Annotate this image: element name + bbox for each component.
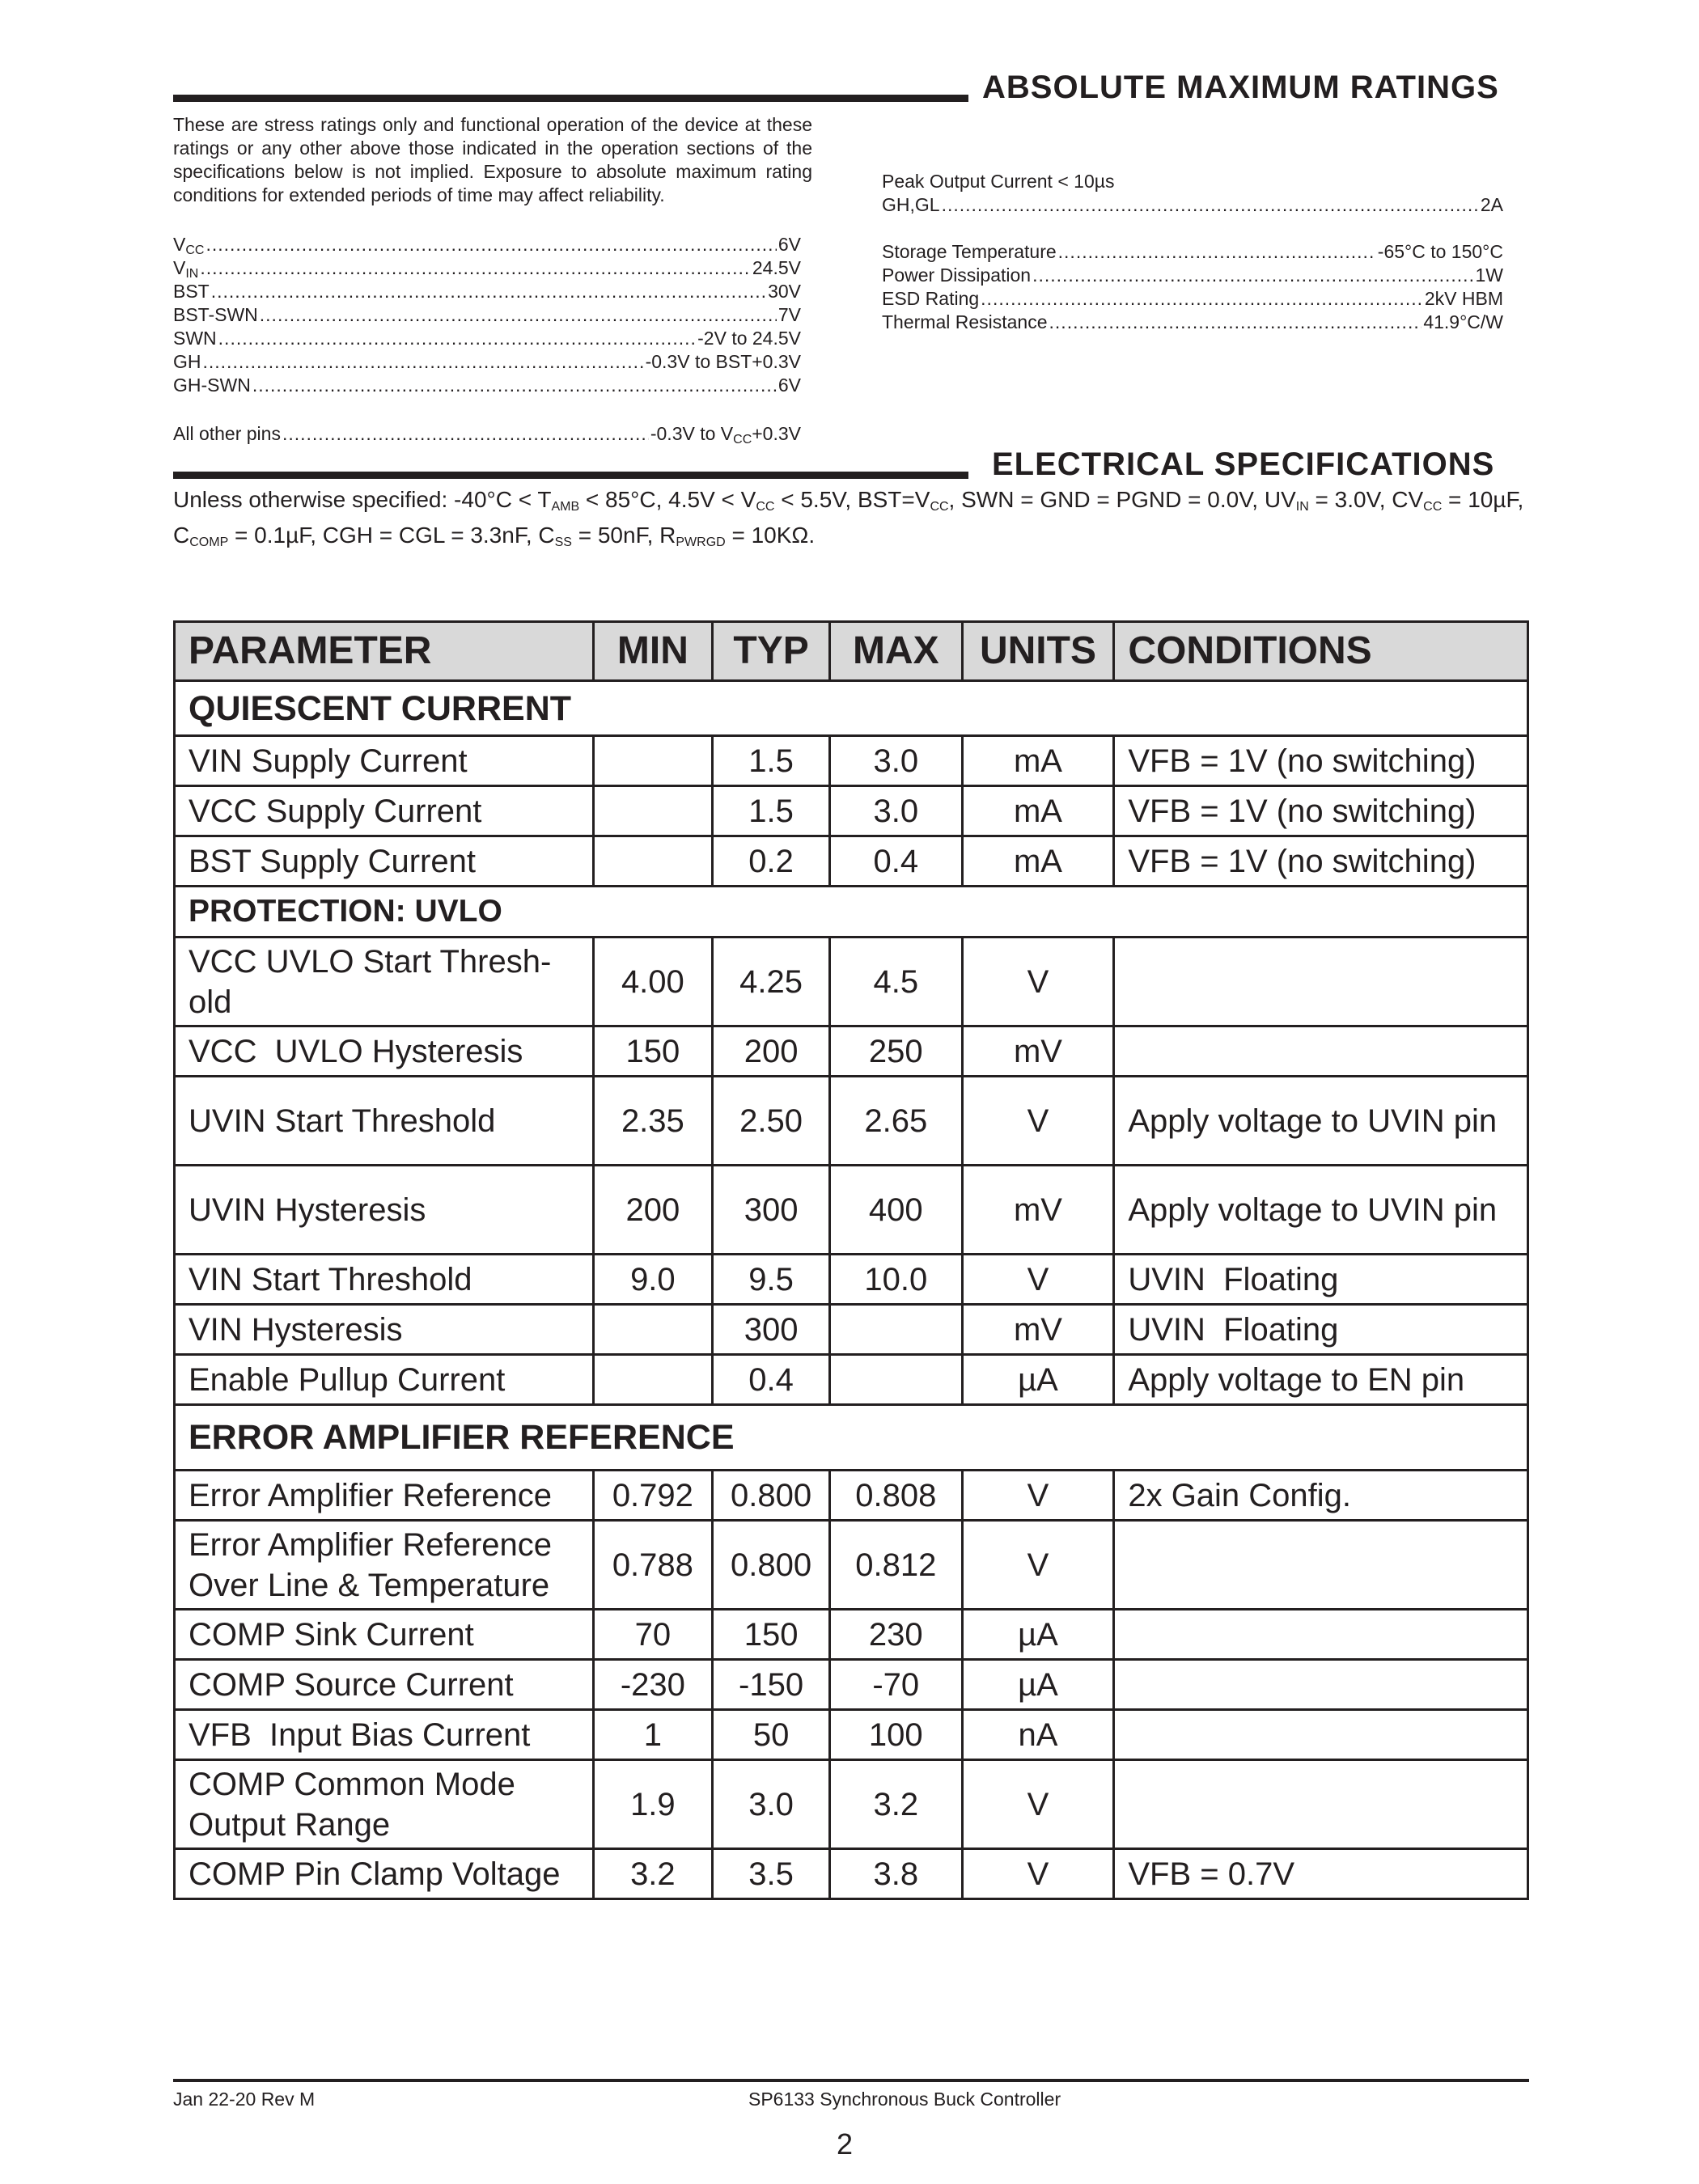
left-ratings — [173, 233, 801, 397]
cell-min: 0.792 — [593, 1471, 713, 1521]
cell-parameter: VIN Start Threshold — [175, 1255, 594, 1305]
cell-max: 250 — [829, 1026, 962, 1077]
table-row — [175, 1355, 1528, 1405]
cell-typ: 200 — [713, 1026, 830, 1077]
cell-parameter: Error Amplifier Reference Over Line & Temperature — [175, 1521, 594, 1610]
cell-typ: 4.25 — [713, 938, 830, 1026]
cell-typ: 2.50 — [713, 1077, 830, 1166]
cell-typ: 0.2 — [713, 836, 830, 887]
rating-row: GH ..... -0.3V to BST+0.3V — [173, 350, 801, 374]
abs-max-intro: These are stress ratings only and functional operation of the device at these ratings or any other above those indicated in the operation sections of the specifications below is not implied. Exposure to absolute maximum rating conditions for extended periods of time may affect reliability. — [173, 114, 812, 205]
cell-max: 3.0 — [829, 736, 962, 786]
rating-row: All other pins ..... -0.3V to $V_{CC}+0.3V$ — [173, 422, 801, 446]
table-header-row — [175, 622, 1528, 681]
cell-parameter: VFB Input Bias Current — [175, 1710, 594, 1760]
cell-conditions: UVIN Floating — [1114, 1255, 1528, 1305]
spec-table — [173, 620, 1529, 1900]
table-row — [175, 1660, 1528, 1710]
cell-max: 10.0 — [829, 1255, 962, 1305]
cell-min: 1.9 — [593, 1760, 713, 1849]
section-title: ERROR AMPLIFIER REFERENCE — [175, 1405, 1528, 1471]
right-ratings — [882, 240, 1503, 334]
rating-row: GH-SWN ..... 6V — [173, 374, 801, 397]
footer-date-rev: Jan 22-20 Rev M — [173, 2089, 316, 2110]
cell-conditions — [1114, 938, 1528, 1026]
header-max: MAX — [829, 622, 962, 681]
table-row — [175, 1610, 1528, 1660]
peak-output-rating — [882, 170, 1503, 217]
cell-max: 3.2 — [829, 1760, 962, 1849]
cell-units: V — [962, 938, 1114, 1026]
cell-min: 1 — [593, 1710, 713, 1760]
section-title: PROTECTION: UVLO — [175, 887, 1528, 938]
cell-parameter: VIN Hysteresis — [175, 1305, 594, 1355]
table-row — [175, 1077, 1528, 1166]
cell-units: mV — [962, 1026, 1114, 1077]
cell-typ: 300 — [713, 1305, 830, 1355]
header-conditions: CONDITIONS — [1114, 622, 1528, 681]
table-row — [175, 1166, 1528, 1255]
cell-units: V — [962, 1077, 1114, 1166]
elec-title: ELECTRICAL SPECIFICATIONS — [992, 447, 1495, 482]
table-row — [175, 1026, 1528, 1077]
cell-max: -70 — [829, 1660, 962, 1710]
section-row — [175, 1405, 1528, 1471]
section-title: QUIESCENT CURRENT — [175, 681, 1528, 736]
footer-rule — [173, 2079, 1529, 2082]
header-units: UNITS — [962, 622, 1114, 681]
other-pins-rating — [173, 422, 801, 446]
cell-typ: 3.0 — [713, 1760, 830, 1849]
header-min: MIN — [593, 622, 713, 681]
cell-units: mA — [962, 786, 1114, 836]
cell-typ: 0.4 — [713, 1355, 830, 1405]
table-row — [175, 836, 1528, 887]
cell-typ: 50 — [713, 1710, 830, 1760]
cell-conditions: VFB = 1V (no switching) — [1114, 836, 1528, 887]
cell-max: 3.8 — [829, 1849, 962, 1899]
cell-conditions — [1114, 1026, 1528, 1077]
elec-rule — [173, 472, 968, 479]
cell-max: 4.5 — [829, 938, 962, 1026]
table-row — [175, 1760, 1528, 1849]
cell-typ: 9.5 — [713, 1255, 830, 1305]
cell-units: V — [962, 1760, 1114, 1849]
cell-units: µA — [962, 1660, 1114, 1710]
cell-parameter: Enable Pullup Current — [175, 1355, 594, 1405]
cell-max: 100 — [829, 1710, 962, 1760]
cell-parameter: VCC UVLO Start Thresh-old — [175, 938, 594, 1026]
table-row — [175, 1305, 1528, 1355]
table-row — [175, 1849, 1528, 1899]
cell-parameter: Error Amplifier Reference — [175, 1471, 594, 1521]
cell-units: V — [962, 1849, 1114, 1899]
cell-units: V — [962, 1471, 1114, 1521]
cell-typ: 3.5 — [713, 1849, 830, 1899]
table-row — [175, 736, 1528, 786]
table-row — [175, 786, 1528, 836]
cell-max: 400 — [829, 1166, 962, 1255]
rating-row: BST-SWN ..... 7V — [173, 303, 801, 327]
cell-typ: 0.800 — [713, 1521, 830, 1610]
cell-typ: 1.5 — [713, 736, 830, 786]
cell-min: 2.35 — [593, 1077, 713, 1166]
cell-units: V — [962, 1255, 1114, 1305]
cell-max: 3.0 — [829, 786, 962, 836]
cell-min — [593, 836, 713, 887]
cell-units: µA — [962, 1610, 1114, 1660]
cell-units: mA — [962, 836, 1114, 887]
rating-row: SWN ..... -2V to 24.5V — [173, 327, 801, 350]
cell-conditions: VFB = 1V (no switching) — [1114, 786, 1528, 836]
cell-conditions: Apply voltage to UVIN pin — [1114, 1166, 1528, 1255]
cell-units: mV — [962, 1166, 1114, 1255]
cell-conditions — [1114, 1660, 1528, 1710]
cell-conditions: UVIN Floating — [1114, 1305, 1528, 1355]
cell-min: 150 — [593, 1026, 713, 1077]
rating-row: Power Dissipation ..... 1W — [882, 264, 1503, 287]
cell-parameter: COMP Source Current — [175, 1660, 594, 1710]
header-parameter: PARAMETER — [175, 622, 594, 681]
cell-conditions: Apply voltage to UVIN pin — [1114, 1077, 1528, 1166]
cell-min: 70 — [593, 1610, 713, 1660]
table-row — [175, 938, 1528, 1026]
cell-typ: 300 — [713, 1166, 830, 1255]
section-row — [175, 681, 1528, 736]
cell-typ: -150 — [713, 1660, 830, 1710]
cell-conditions: VFB = 0.7V — [1114, 1849, 1528, 1899]
cell-min — [593, 736, 713, 786]
header-typ: TYP — [713, 622, 830, 681]
cell-units: V — [962, 1521, 1114, 1610]
cell-conditions — [1114, 1521, 1528, 1610]
cell-typ: 0.800 — [713, 1471, 830, 1521]
cell-conditions — [1114, 1760, 1528, 1849]
cell-typ: 150 — [713, 1610, 830, 1660]
cell-units: nA — [962, 1710, 1114, 1760]
abs-max-title: ABSOLUTE MAXIMUM RATINGS — [982, 70, 1499, 105]
elec-conditions: Unless otherwise specified: $-40^\circ C < T_{AMB} < 85^\circ C$, $4.5V < V_{CC} < 5.5V$, $BST=V_{CC}$, SWN = GND = PGND = 0.0V, $UV_{IN} = 3.0V$, $CV_{CC} = 10\mu F$, $C_{COMP} = 0.1\mu F$, CGH = CGL = 3.3nF, $C_{SS} = 50nF$, $R_{PWRGD} = 10K\Omega$. — [173, 487, 1524, 549]
cell-max — [829, 1305, 962, 1355]
cell-min: 4.00 — [593, 938, 713, 1026]
table-row — [175, 1255, 1528, 1305]
cell-conditions: 2x Gain Config. — [1114, 1471, 1528, 1521]
cell-min — [593, 1305, 713, 1355]
cell-max: 0.808 — [829, 1471, 962, 1521]
cell-units: mA — [962, 736, 1114, 786]
cell-parameter: COMP Common Mode Output Range — [175, 1760, 594, 1849]
rating-row: $V_{IN}$ ..... 24.5V — [173, 256, 801, 280]
cell-conditions: VFB = 1V (no switching) — [1114, 736, 1528, 786]
cell-min: 9.0 — [593, 1255, 713, 1305]
cell-min: -230 — [593, 1660, 713, 1710]
rating-row: Storage Temperature ..... -65°C to 150°C — [882, 240, 1503, 264]
cell-parameter: BST Supply Current — [175, 836, 594, 887]
cell-parameter: VCC Supply Current — [175, 786, 594, 836]
cell-parameter: UVIN Hysteresis — [175, 1166, 594, 1255]
cell-max: 0.812 — [829, 1521, 962, 1610]
cell-min: 200 — [593, 1166, 713, 1255]
cell-units: µA — [962, 1355, 1114, 1405]
rating-row: $V_{CC}$ ..... 6V — [173, 233, 801, 256]
page-number: 2 — [837, 2127, 854, 2161]
section-row — [175, 887, 1528, 938]
cell-parameter: VIN Supply Current — [175, 736, 594, 786]
cell-min: 3.2 — [593, 1849, 713, 1899]
cell-parameter: UVIN Start Threshold — [175, 1077, 594, 1166]
cell-parameter: COMP Pin Clamp Voltage — [175, 1849, 594, 1899]
peak-output-heading: Peak Output Current < 10µs — [882, 171, 1115, 192]
cell-max: 230 — [829, 1610, 962, 1660]
rating-row: GH,GL ..... 2A — [882, 193, 1503, 217]
cell-parameter: VCC UVLO Hysteresis — [175, 1026, 594, 1077]
cell-min: 0.788 — [593, 1521, 713, 1610]
footer-doc-title: SP6133 Synchronous Buck Controller — [748, 2089, 1061, 2110]
cell-max — [829, 1355, 962, 1405]
cell-max: 2.65 — [829, 1077, 962, 1166]
rating-row: ESD Rating ..... 2kV HBM — [882, 287, 1503, 311]
cell-conditions: Apply voltage to EN pin — [1114, 1355, 1528, 1405]
cell-min — [593, 786, 713, 836]
rating-row: BST ..... 30V — [173, 280, 801, 303]
cell-min — [593, 1355, 713, 1405]
table-row — [175, 1710, 1528, 1760]
cell-typ: 1.5 — [713, 786, 830, 836]
cell-conditions — [1114, 1610, 1528, 1660]
rating-row: Thermal Resistance ..... 41.9°C/W — [882, 311, 1503, 334]
abs-max-rule — [173, 95, 968, 102]
cell-max: 0.4 — [829, 836, 962, 887]
table-row — [175, 1471, 1528, 1521]
table-row — [175, 1521, 1528, 1610]
cell-units: mV — [962, 1305, 1114, 1355]
cell-parameter: COMP Sink Current — [175, 1610, 594, 1660]
cell-conditions — [1114, 1710, 1528, 1760]
